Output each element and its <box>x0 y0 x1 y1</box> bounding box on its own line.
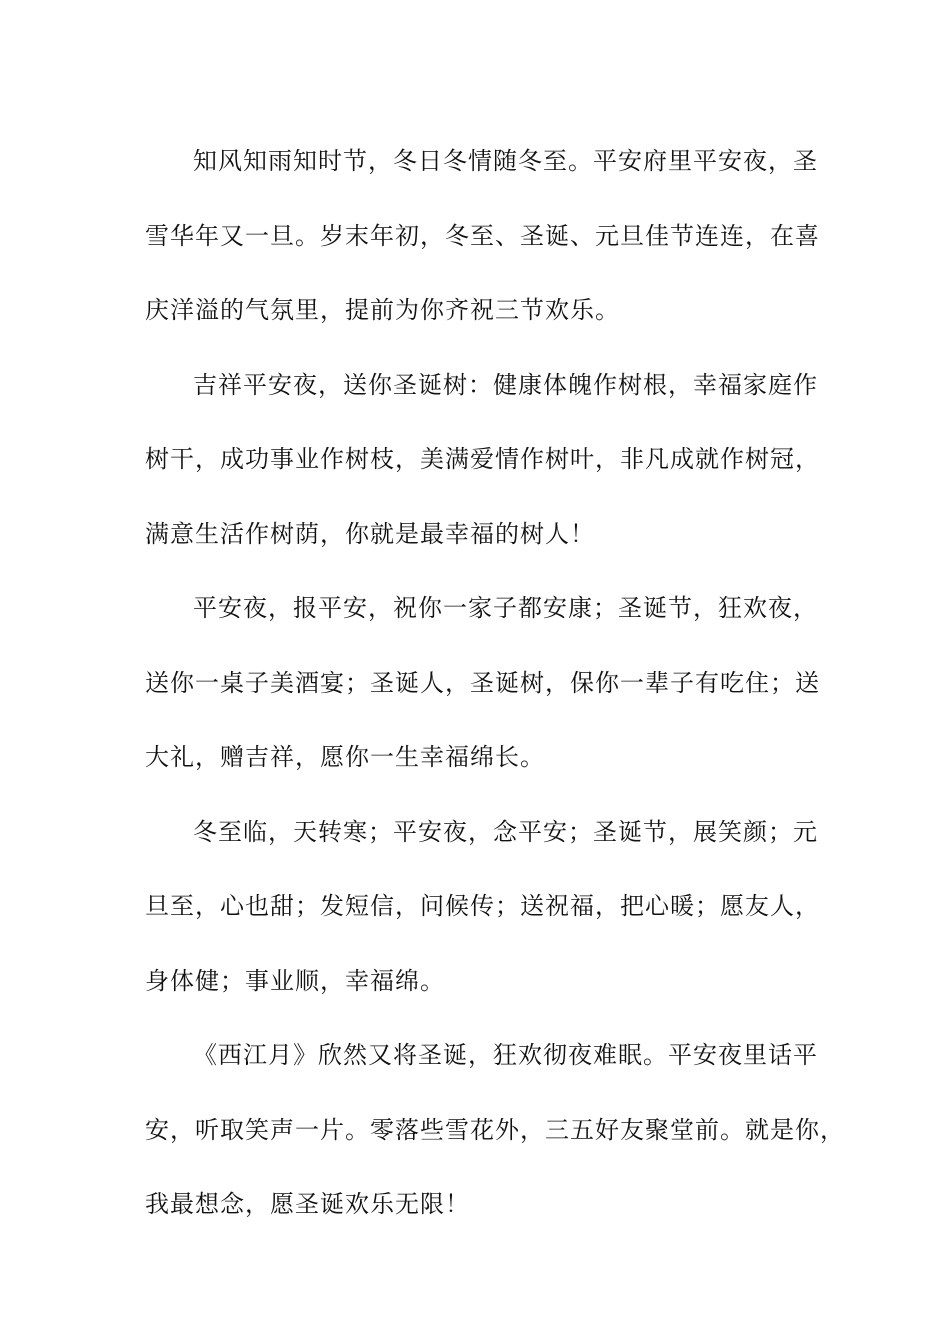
paragraph-line: 知风知雨知时节，冬日冬情随冬至。平安府里平安夜，圣 <box>193 147 818 175</box>
paragraph-line: 身体健；事业顺，幸福绵。 <box>145 966 445 995</box>
paragraph-line: 《西江月》欣然又将圣诞，狂欢彻夜难眠。平安夜里话平 <box>193 1041 818 1069</box>
paragraph-line: 我最想念，愿圣诞欢乐无限！ <box>145 1190 470 1218</box>
paragraph-line: 送你一桌子美酒宴；圣诞人，圣诞树，保你一辈子有吃住；送 <box>145 668 820 697</box>
paragraph-4 <box>145 795 820 1019</box>
paragraph-line: 树干，成功事业作树枝，美满爱情作树叶，非凡成就作树冠， <box>145 445 820 473</box>
paragraph-2 <box>145 348 820 572</box>
paragraph-line: 庆洋溢的气氛里，提前为你齐祝三节欢乐。 <box>145 296 620 324</box>
paragraph-line: 大礼，赠吉祥，愿你一生幸福绵长。 <box>145 743 545 771</box>
paragraph-line: 平安夜，报平安，祝你一家子都安康；圣诞节，狂欢夜， <box>193 594 818 622</box>
document-body <box>145 124 845 1242</box>
paragraph-3 <box>145 571 820 795</box>
paragraph-line: 雪华年又一旦。岁末年初，冬至、圣诞、元旦佳节连连，在喜 <box>145 221 820 250</box>
paragraph-line: 吉祥平安夜，送你圣诞树：健康体魄作树根，幸福家庭作 <box>193 370 818 399</box>
paragraph-line: 满意生活作树荫，你就是最幸福的树人！ <box>145 519 595 548</box>
paragraph-1 <box>145 124 820 348</box>
paragraph-line: 安，听取笑声一片。零落些雪花外，三五好友聚堂前。就是你， <box>145 1115 845 1144</box>
paragraph-line: 冬至临，天转寒；平安夜，念平安；圣诞节，展笑颜；元 <box>193 817 818 846</box>
paragraph-5 <box>145 1018 845 1242</box>
paragraph-line: 旦至，心也甜；发短信，问候传；送祝福，把心暖；愿友人， <box>145 892 820 920</box>
